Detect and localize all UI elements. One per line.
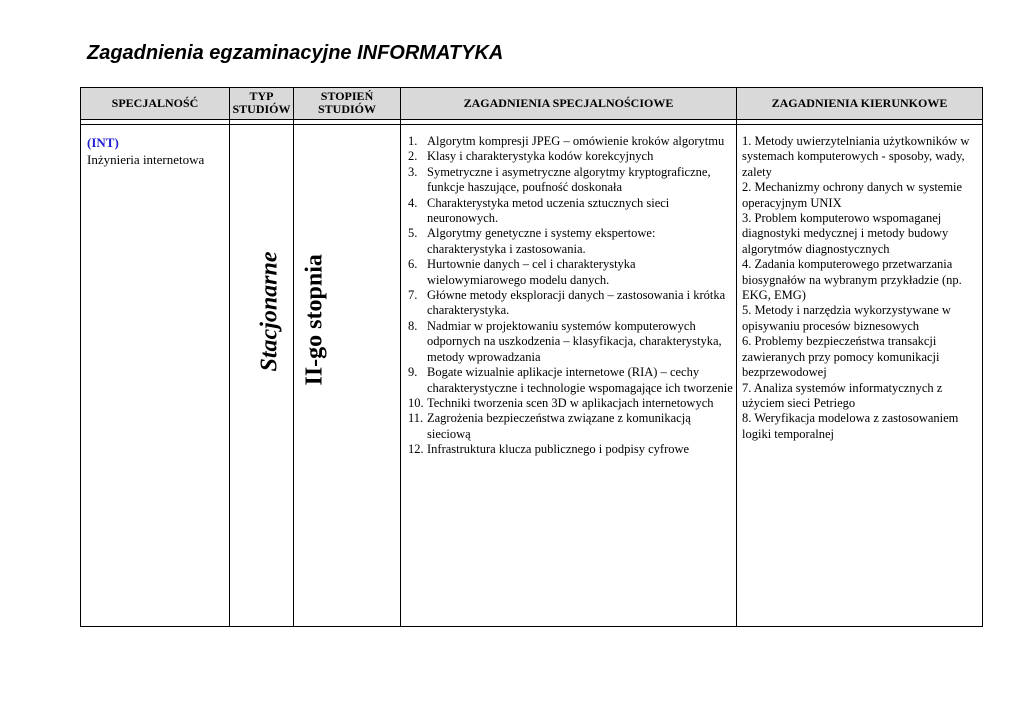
list-item — [408, 257, 733, 288]
topic-number: 8. — [408, 318, 418, 333]
column-divider — [736, 87, 737, 627]
topic-number: 7. — [408, 288, 418, 303]
list-item — [408, 288, 733, 319]
list-item: 3. Problem komputerowo wspomaganej diagnostyki medycznej i metody budowy algorytmów diagnostycznych — [742, 211, 949, 256]
topic-number: 3. — [408, 164, 418, 179]
topic-number: 1. — [408, 134, 418, 148]
topic-number: 6. — [408, 257, 418, 272]
header-divider — [80, 119, 983, 120]
page-title: Zagadnienia egzaminacyjne INFORMATYKA — [87, 42, 504, 64]
list-item: 2. Mechanizmy ochrony danych w systemie operacyjnym UNIX — [742, 180, 963, 210]
list-item: 1. Metody uwierzytelniania użytkowników w systemach komputerowych - sposoby, wady, zalety — [742, 134, 970, 179]
list-item: 5. Metody i narzędzia wykorzystywane w opisywaniu procesów biznesowych — [742, 303, 951, 333]
header-zagadnienia-kierunkowe: ZAGADNIENIA KIERUNKOWE — [771, 95, 948, 110]
header-divider-double — [80, 124, 983, 125]
topic-number: 2. — [408, 149, 418, 164]
table-border-bottom — [80, 626, 983, 627]
general-topics-list — [742, 134, 980, 442]
topic-number: 5. — [408, 226, 418, 241]
topic-number: 9. — [408, 365, 418, 380]
specialization-name: Inżynieria internetowa — [87, 152, 205, 167]
study-type: Stacjonarne — [256, 251, 283, 372]
header-specjalnosc: SPECJALNOŚĆ — [111, 95, 199, 110]
topic-text: Bogate wizualnie aplikacje internetowe (RIA) – cechy charakterystyczne i technologie wspomagające ich tworzenie — [427, 365, 733, 395]
column-divider — [400, 87, 401, 627]
column-divider — [229, 87, 230, 627]
exam-topics-table — [80, 87, 983, 627]
list-item — [408, 134, 733, 149]
list-item — [408, 319, 733, 365]
topic-text: Nadmiar w projektowaniu systemów komputerowych odpornych na uszkodzenia – klasyfikacja, charakterystyka, metody wprowadzania — [427, 318, 722, 364]
topic-text: Hurtownie danych – cel i charakterystyka wielowymiarowego modelu danych. — [427, 257, 636, 287]
specialization-code: (INT) — [87, 135, 119, 150]
topic-text: Główne metody eksploracji danych – zastosowania i krótka charakterystyka. — [427, 288, 726, 318]
table-border-right — [982, 87, 983, 627]
list-item — [408, 411, 733, 442]
topic-text: Symetryczne i asymetryczne algorytmy kryptograficzne, funkcje haszujące, poufność doskonała — [427, 164, 711, 195]
table-border-left — [80, 87, 81, 627]
topic-text: Zagrożenia bezpieczeństwa związane z komunikacją sieciową — [427, 411, 691, 441]
list-item — [408, 165, 733, 196]
study-degree: II-go stopnia — [301, 254, 328, 386]
list-item: 7. Analiza systemów informatycznych z użyciem sieci Petriego — [742, 380, 943, 410]
header-zagadnienia-specjalnosciowe: ZAGADNIENIA SPECJALNOŚCIOWE — [463, 95, 674, 110]
list-item — [408, 149, 733, 164]
list-item: 8. Weryfikacja modelowa z zastosowaniem logiki temporalnej — [742, 411, 959, 441]
header-stopien-studiow: STOPIEŃ STUDIÓW — [317, 89, 376, 116]
list-item: 4. Zadania komputerowego przetwarzania biosygnałów na wybranym przykładzie (np. EKG, EMG) — [742, 257, 962, 303]
column-divider — [293, 87, 294, 627]
topic-text: Techniki tworzenia scen 3D w aplikacjach internetowych — [427, 395, 714, 410]
list-item — [408, 442, 733, 457]
header-typ-studiow: TYP STUDIÓW — [232, 89, 291, 116]
topic-text: Klasy i charakterystyka kodów korekcyjnych — [427, 149, 654, 164]
topic-text: Algorytm kompresji JPEG – omówienie kroków algorytmu — [427, 134, 725, 148]
list-item — [408, 365, 733, 396]
topic-number: 10. — [408, 395, 424, 410]
topic-number: 12. — [408, 442, 424, 457]
topic-number: 4. — [408, 195, 418, 210]
list-item: 6. Problemy bezpieczeństwa transakcji zawieranych przy pomocy komunikacji bezprzewodowej — [742, 334, 940, 380]
list-item — [408, 196, 733, 227]
list-item — [408, 226, 733, 257]
specialization-topics-list — [408, 134, 733, 458]
topic-text: Charakterystyka metod uczenia sztucznych sieci neuronowych. — [427, 195, 670, 226]
topic-number: 11. — [408, 411, 424, 426]
topic-text: Infrastruktura klucza publicznego i podpisy cyfrowe — [427, 442, 690, 457]
topic-text: Algorytmy genetyczne i systemy ekspertowe: charakterystyka i zastosowania. — [427, 226, 656, 256]
list-item — [408, 396, 733, 411]
